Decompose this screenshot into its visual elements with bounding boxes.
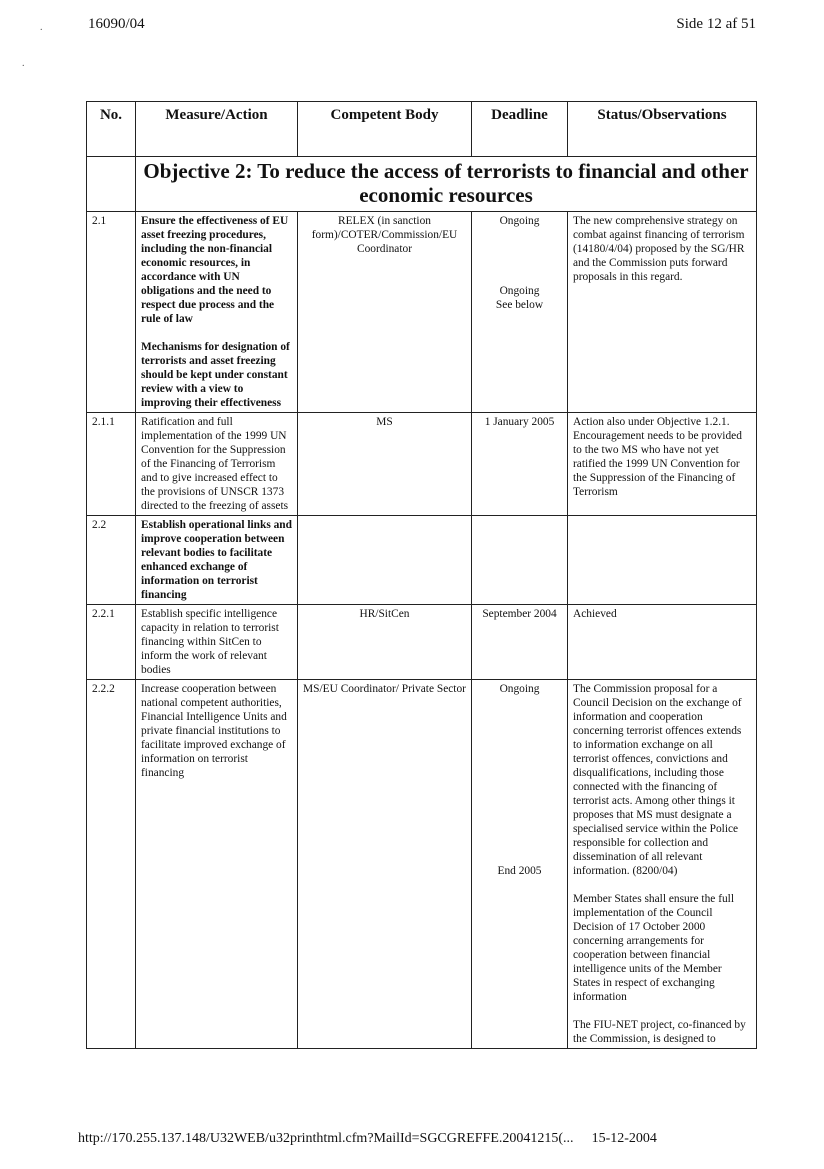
scan-mark: .: [40, 22, 43, 33]
deadline-cell: 1 January 2005: [472, 413, 568, 516]
table-row: [87, 212, 757, 413]
measure-text: Mechanisms for designation of terrorists and asset freezing should be kept under constant review with a view to improving their effectiveness: [141, 341, 290, 409]
objective-row: [87, 157, 757, 212]
column-header: No.: [87, 102, 136, 157]
column-header: Measure/Action: [136, 102, 298, 157]
status-cell: The new comprehensive strategy on combat against financing of terrorism (14180/4/04) proposed by the SG/HR and the Commission puts forward proposals in this regard.: [568, 212, 757, 413]
measure-cell: Ratification and full implementation of the 1999 UN Convention for the Suppression of the Financing of Terrorism and to give increased effect to the provisions of UNSCR 1373 directed to the freezing of assets: [136, 413, 298, 516]
page-number: Side 12 af 51: [676, 16, 756, 32]
row-number: 2.2.2: [87, 680, 136, 1049]
deadline-text: See below: [495, 299, 544, 311]
status-text: The Commission proposal for a Council Decision on the exchange of information and cooperation concerning terrorist offences extends to information exchange on all terrorist offences, convictions and disqualifications, including those connected with the financing of terrorist acts. Among other things it proposes that MS must designate a specialised service within the Police responsible for collection and dissemination of all relevant information. (8200/04): [573, 683, 742, 877]
document-reference: 16090/04: [88, 16, 145, 32]
measure-cell: Establish specific intelligence capacity in relation to terrorist financing within SitCen to inform the work of relevant bodies: [136, 605, 298, 680]
table-row: [87, 413, 757, 516]
scan-mark: .: [22, 58, 25, 69]
measure-cell: Increase cooperation between national competent authorities, Financial Intelligence Units and private financial institutions to facilitate improved exchange of information on terrorist financing: [136, 680, 298, 1049]
measure-text: Ensure the effectiveness of EU asset freezing procedures, including the non-financial economic resources, in accordance with UN obligations and the need to respect due process and the rule of law: [141, 215, 289, 325]
status-cell: Achieved: [568, 605, 757, 680]
deadline-text: Ongoing: [499, 683, 540, 695]
page-footer: [78, 1131, 657, 1147]
status-cell: Action also under Objective 1.2.1. Encouragement needs to be provided to the two MS who have not yet ratified the 1999 UN Convention for the Suppression of the Financing of Terrorism: [568, 413, 757, 516]
competent-body-cell: HR/SitCen: [298, 605, 472, 680]
row-number: 2.1: [87, 212, 136, 413]
table-header-row: [87, 102, 757, 157]
measure-cell: [136, 212, 298, 413]
table-row: [87, 605, 757, 680]
row-number: 2.1.1: [87, 413, 136, 516]
footer-url: http://170.255.137.148/U32WEB/u32printhtml.cfm?MailId=SGCGREFFE.20041215(...: [78, 1131, 574, 1146]
table-row: [87, 680, 757, 1049]
competent-body-cell: MS/EU Coordinator/ Private Sector: [298, 680, 472, 1049]
competent-body-cell: MS: [298, 413, 472, 516]
deadline-text: Ongoing: [499, 285, 540, 297]
deadline-text: End 2005: [497, 865, 542, 877]
objective-title: Objective 2: To reduce the access of terrorists to financial and other economic resources: [136, 157, 757, 212]
deadline-cell: [472, 212, 568, 413]
deadline-text: Ongoing: [499, 215, 540, 227]
status-text: The FIU-NET project, co-financed by the Commission, is designed to: [573, 1019, 746, 1045]
footer-date: 15-12-2004: [591, 1131, 657, 1146]
measures-table: [86, 101, 757, 1049]
status-text: Member States shall ensure the full implementation of the Council Decision of 17 October 2000 concerning arrangements for cooperation between financial intelligence units of the Member States in respect of exchanging information: [573, 893, 735, 1003]
competent-body-cell: RELEX (in sanction form)/COTER/Commission/EU Coordinator: [298, 212, 472, 413]
status-cell: [568, 680, 757, 1049]
deadline-cell: [472, 680, 568, 1049]
column-header: Status/Observations: [568, 102, 757, 157]
column-header: Competent Body: [298, 102, 472, 157]
table-row: [87, 516, 757, 605]
row-number: 2.2: [87, 516, 136, 605]
column-header: Deadline: [472, 102, 568, 157]
deadline-cell: September 2004: [472, 605, 568, 680]
row-number: 2.2.1: [87, 605, 136, 680]
measure-cell: Establish operational links and improve cooperation between relevant bodies to facilitate enhanced exchange of information on terrorist financing: [136, 516, 298, 605]
